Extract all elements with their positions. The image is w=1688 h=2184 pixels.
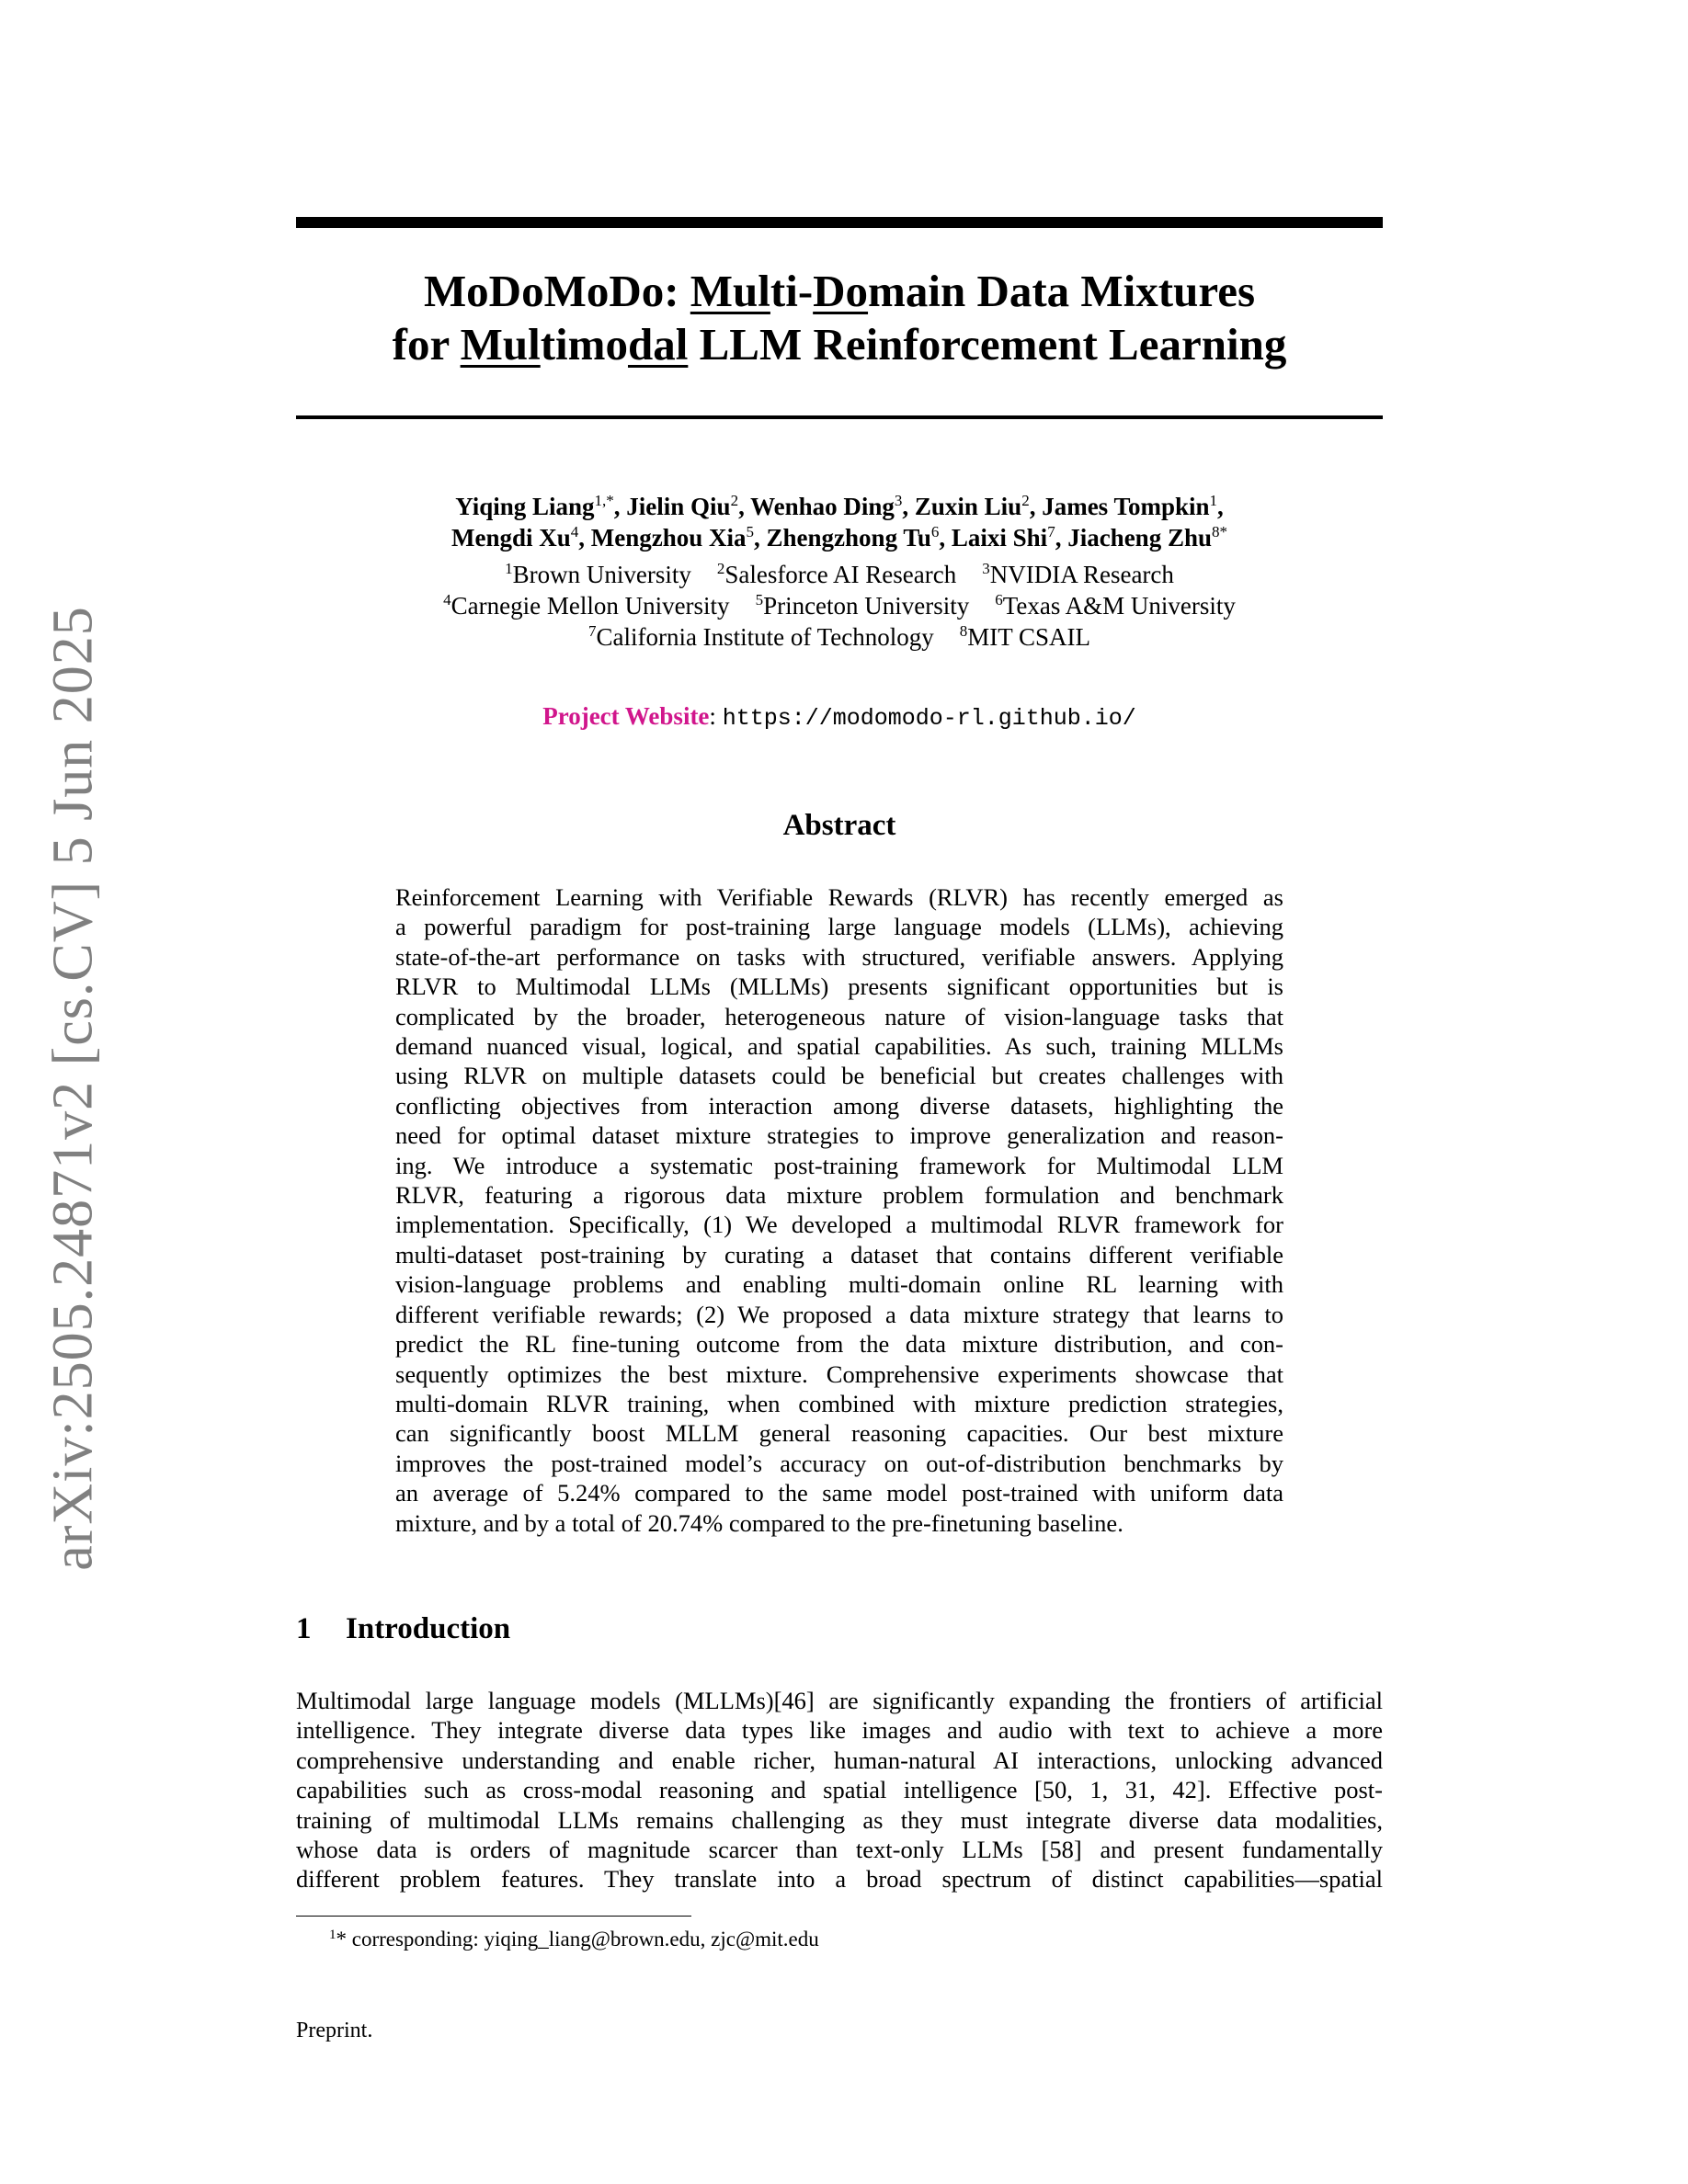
author: Zuxin Liu xyxy=(914,493,1022,520)
abstract-line: RLVR, featuring a rigorous data mixture problem formulation and benchmark xyxy=(395,1181,1283,1210)
affiliation: NVIDIA Research xyxy=(989,561,1174,588)
affiliation: Texas A&M University xyxy=(1002,592,1236,620)
title-top-rule xyxy=(296,217,1383,228)
section-number: 1 xyxy=(296,1612,312,1645)
abstract-line: demand nuanced visual, logical, and spatial capabilities. As such, training MLLMs xyxy=(395,1032,1283,1061)
abstract-line: using RLVR on multiple datasets could be beneficial but creates challenges with xyxy=(395,1062,1283,1090)
author: Mengzhou Xia xyxy=(590,524,747,552)
intro-line: different problem features. They translate into a broad spectrum of distinct capabilities—spatial xyxy=(296,1865,1383,1894)
project-website: Project Website: https://modomodo-rl.github.io/ xyxy=(542,702,1136,732)
affiliation: MIT CSAIL xyxy=(967,623,1091,651)
abstract-line: state-of-the-art performance on tasks with structured, verifiable answers. Applying xyxy=(395,942,1283,971)
author: Jielin Qiu xyxy=(626,493,731,520)
footnote xyxy=(329,1927,819,1952)
title-line-1: MoDoMoDo: Multi-Domain Data Mixtures xyxy=(423,266,1256,316)
affiliation-line-1: $^1$Brown University $^2$Salesforce AI Research $^3$NVIDIA Research xyxy=(505,560,1174,588)
author: Laixi Shi xyxy=(951,524,1048,552)
abstract-line: multi-dataset post-training by curating a dataset that contains different verifiable xyxy=(395,1240,1283,1268)
intro-line: training of multimodal LLMs remains challenging as they must integrate diverse data modalities, xyxy=(296,1805,1383,1834)
abstract-line: ing. We introduce a systematic post-training framework for Multimodal LLM xyxy=(395,1151,1283,1179)
affiliation-line-2: $^4$Carnegie Mellon University $^5$Princeton University $^6$Texas A&M University xyxy=(443,591,1236,620)
affiliation: Salesforce AI Research xyxy=(724,561,957,588)
author-line-2: Mengdi Xu$^4$, Mengzhou Xia$^5$, Zhengzhong Tu$^6$, Laixi Shi$^7$, Jiacheng Zhu$^{8*}$ xyxy=(451,523,1227,552)
author: Yiqing Liang xyxy=(455,493,595,520)
footnote-marker: 1 xyxy=(329,1928,336,1942)
project-website-link[interactable]: https://modomodo-rl.github.io/ xyxy=(722,705,1136,732)
introduction-body xyxy=(296,1686,1383,1894)
abstract-line: different verifiable rewards; (2) We proposed a data mixture strategy that learns to xyxy=(395,1300,1283,1328)
abstract-heading: Abstract xyxy=(782,809,896,842)
affiliation-line-3: $^7$California Institute of Technology $^8$MIT CSAIL xyxy=(587,622,1091,651)
title-bottom-rule xyxy=(296,415,1383,419)
abstract-line: mixture, and by a total of 20.74% compared to the pre-finetuning baseline. xyxy=(395,1508,1123,1537)
abstract-line: implementation. Specifically, (1) We developed a multimodal RLVR framework for xyxy=(395,1211,1283,1239)
author: James Tompkin xyxy=(1042,493,1210,520)
author-line-1: Yiqing Liang$^{1,*}$, Jielin Qiu$^2$, Wenhao Ding$^3$, Zuxin Liu$^2$, James Tompkin$^1$, xyxy=(455,492,1224,520)
abstract-line: predict the RL fine-tuning outcome from the data mixture distribution, and con- xyxy=(395,1330,1283,1359)
preprint-label: Preprint. xyxy=(296,2019,373,2042)
intro-line: intelligence. They integrate diverse data types like images and audio with text to achieve a more xyxy=(296,1716,1383,1745)
abstract-line: vision-language problems and enabling multi-domain online RL learning with xyxy=(395,1270,1283,1299)
intro-line: comprehensive understanding and enable richer, human-natural AI interactions, unlocking advanced xyxy=(296,1746,1383,1774)
intro-line: whose data is orders of magnitude scarcer than text-only LLMs [58] and present fundamentally xyxy=(296,1836,1383,1864)
abstract-line: conflicting objectives from interaction among diverse datasets, highlighting the xyxy=(395,1091,1283,1120)
title-line-2: for Multimodal LLM Reinforcement Learning xyxy=(392,319,1287,370)
project-website-label: Project Website xyxy=(542,702,710,730)
author-list xyxy=(296,491,1383,553)
author: Wenhao Ding xyxy=(750,493,895,520)
abstract-line: an average of 5.24% compared to the same model post-trained with uniform data xyxy=(395,1479,1283,1507)
abstract-line: need for optimal dataset mixture strategies to improve generalization and reason- xyxy=(395,1121,1283,1150)
paper-title xyxy=(296,265,1383,371)
affiliation-list xyxy=(296,559,1383,653)
affiliation: Princeton University xyxy=(763,592,970,620)
intro-line: capabilities such as cross-modal reasoning and spatial intelligence [50, 1, 31, 42]. Effective post- xyxy=(296,1776,1383,1804)
abstract-line: improves the post-trained model’s accuracy on out-of-distribution benchmarks by xyxy=(395,1449,1283,1477)
author: Jiacheng Zhu xyxy=(1067,524,1212,552)
section-title: Introduction xyxy=(346,1612,511,1645)
affiliation: California Institute of Technology xyxy=(596,623,934,651)
arxiv-stamp: arXiv:2505.24871v2 [cs.CV] 5 Jun 2025 xyxy=(41,606,105,1571)
abstract-line: can significantly boost MLLM general reasoning capacities. Our best mixture xyxy=(395,1419,1283,1448)
abstract-line: a powerful paradigm for post-training large language models (LLMs), achieving xyxy=(395,913,1283,941)
abstract-line: complicated by the broader, heterogeneous nature of vision-language tasks that xyxy=(395,1002,1283,1030)
affiliation: Brown University xyxy=(512,561,691,588)
intro-line: Multimodal large language models (MLLMs)[46] are significantly expanding the frontiers of artificial xyxy=(296,1687,1383,1714)
author: Mengdi Xu xyxy=(451,524,571,552)
abstract-line: RLVR to Multimodal LLMs (MLLMs) presents significant opportunities but is xyxy=(395,973,1283,1001)
footnote-text: * corresponding: yiqing_liang@brown.edu, zjc@mit.edu xyxy=(336,1928,819,1951)
author: Zhengzhong Tu xyxy=(766,524,931,552)
abstract-line: multi-domain RLVR training, when combined with mixture prediction strategies, xyxy=(395,1389,1283,1417)
abstract-line: Reinforcement Learning with Verifiable Rewards (RLVR) has recently emerged as xyxy=(395,883,1283,911)
affiliation: Carnegie Mellon University xyxy=(451,592,730,620)
section-heading-introduction xyxy=(296,1610,510,1647)
abstract-body xyxy=(395,882,1283,1538)
abstract-line: sequently optimizes the best mixture. Comprehensive experiments showcase that xyxy=(395,1359,1283,1388)
footnote-rule xyxy=(296,1916,691,1917)
